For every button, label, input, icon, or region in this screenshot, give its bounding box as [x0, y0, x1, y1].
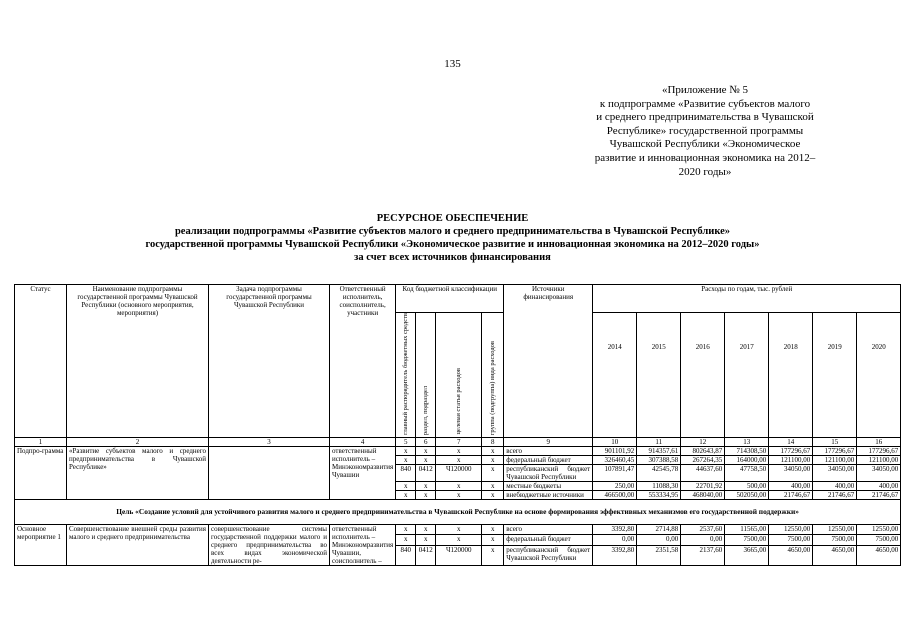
- cell-value: 34050,00: [857, 464, 901, 481]
- cell-value: 121100,00: [769, 455, 813, 464]
- header-budget-code: Код бюджетной классификации: [396, 285, 504, 313]
- cell-value: 7500,00: [769, 535, 813, 546]
- cell-code: х: [416, 524, 436, 535]
- cell-source: всего: [504, 524, 593, 535]
- cell-code: х: [396, 455, 416, 464]
- cell-value: 2137,60: [681, 545, 725, 565]
- column-number: 11: [637, 437, 681, 446]
- cell-code: х: [416, 481, 436, 490]
- cell-source: всего: [504, 446, 593, 455]
- cell-code: х: [416, 535, 436, 546]
- cell-code: х: [436, 490, 482, 499]
- column-number: 6: [416, 437, 436, 446]
- column-number: 12: [681, 437, 725, 446]
- cell-value: 0,00: [681, 535, 725, 546]
- cell-code: х: [396, 490, 416, 499]
- cell-code: х: [482, 446, 504, 455]
- appendix-line: 2020 годы»: [678, 165, 732, 178]
- cell-code: х: [416, 490, 436, 499]
- row-responsible: ответственный исполнитель – Минэкономразвития Чувашии: [330, 446, 396, 499]
- cell-source: республиканский бюджет Чувашской Республики: [504, 545, 593, 565]
- header-year: 2017: [725, 313, 769, 438]
- cell-code: х: [482, 545, 504, 565]
- row-responsible: ответственный исполнитель – Минэкономразвития Чувашии, соисполнитель –: [330, 524, 396, 565]
- cell-value: 21746,67: [813, 490, 857, 499]
- appendix-note: [590, 84, 820, 179]
- row-task: совершенствование системы государственной поддержки малого и среднего предпринимательства во всех видах экономической деятельности ре-: [209, 524, 330, 565]
- cell-value: 502050,00: [725, 490, 769, 499]
- column-number: 2: [67, 437, 209, 446]
- cell-code: х: [436, 535, 482, 546]
- cell-code: х: [396, 446, 416, 455]
- header-code-col: раздел, подраздел: [422, 385, 430, 435]
- column-number: 15: [813, 437, 857, 446]
- column-number: 5: [396, 437, 416, 446]
- cell-value: 121100,00: [813, 455, 857, 464]
- cell-value: 12550,00: [769, 524, 813, 535]
- cell-value: 177296,67: [769, 446, 813, 455]
- cell-value: 47758,50: [725, 464, 769, 481]
- cell-value: 21746,67: [769, 490, 813, 499]
- header-year: 2020: [857, 313, 901, 438]
- cell-value: 3392,80: [593, 545, 637, 565]
- cell-value: 326460,45: [593, 455, 637, 464]
- cell-value: 34050,00: [813, 464, 857, 481]
- cell-value: 267264,35: [681, 455, 725, 464]
- cell-code: х: [396, 535, 416, 546]
- cell-value: 22701,92: [681, 481, 725, 490]
- cell-value: 12550,00: [813, 524, 857, 535]
- column-number: 13: [725, 437, 769, 446]
- cell-value: 400,00: [769, 481, 813, 490]
- heading-line: реализации подпрограммы «Развитие субъектов малого и среднего предпринимательства в Чувашской Республике»: [174, 226, 731, 237]
- cell-code: х: [482, 535, 504, 546]
- header-responsible: Ответственный исполнитель, соисполнитель, участники: [330, 285, 396, 438]
- header-year: 2019: [813, 313, 857, 438]
- resource-table: [14, 284, 901, 566]
- cell-code: х: [482, 455, 504, 464]
- goal-row: [15, 499, 901, 524]
- header-year: 2018: [769, 313, 813, 438]
- cell-value: 107891,47: [593, 464, 637, 481]
- cell-value: 901101,92: [593, 446, 637, 455]
- row-status: Подпро-грамма: [15, 446, 67, 499]
- header-code-col: главный распорядитель бюджетных средств: [402, 313, 410, 435]
- cell-code: Ч120000: [436, 545, 482, 565]
- column-number: 1: [15, 437, 67, 446]
- cell-code: х: [482, 524, 504, 535]
- column-number: 14: [769, 437, 813, 446]
- row-status: Основное мероприятие 1: [15, 524, 67, 565]
- header-sources: Источники финансирования: [504, 285, 593, 438]
- cell-value: 121100,00: [857, 455, 901, 464]
- row-task: [209, 446, 330, 499]
- cell-value: 553334,95: [637, 490, 681, 499]
- cell-source: федеральный бюджет: [504, 535, 593, 546]
- cell-code: х: [482, 490, 504, 499]
- cell-value: 44637,60: [681, 464, 725, 481]
- header-year: 2014: [593, 313, 637, 438]
- cell-code: Ч120000: [436, 464, 482, 481]
- cell-code: х: [436, 524, 482, 535]
- appendix-line: «Приложение № 5: [661, 84, 749, 96]
- document-heading: [0, 212, 905, 264]
- cell-value: 2714,88: [637, 524, 681, 535]
- column-number: 10: [593, 437, 637, 446]
- cell-value: 164000,00: [725, 455, 769, 464]
- cell-value: 400,00: [813, 481, 857, 490]
- row-name: «Развитие субъектов малого и среднего предпринимательства в Чувашской Республике»: [67, 446, 209, 499]
- column-number: 8: [482, 437, 504, 446]
- header-name: Наименование подпрограммы государственной программы Чувашской Республики (основного мероприятия, мероприятия): [67, 285, 209, 438]
- cell-code: х: [416, 455, 436, 464]
- row-name: Совершенствование внешней среды развития малого и среднего предпринимательства: [67, 524, 209, 565]
- appendix-line: Чувашской Республики «Экономическое: [609, 138, 801, 151]
- cell-source: федеральный бюджет: [504, 455, 593, 464]
- cell-value: 2351,58: [637, 545, 681, 565]
- table-row: [15, 524, 901, 535]
- cell-code: 0412: [416, 545, 436, 565]
- cell-code: х: [436, 455, 482, 464]
- cell-code: х: [482, 464, 504, 481]
- cell-value: 7500,00: [725, 535, 769, 546]
- column-number: 16: [857, 437, 901, 446]
- cell-value: 307388,58: [637, 455, 681, 464]
- cell-value: 714308,50: [725, 446, 769, 455]
- cell-value: 21746,67: [857, 490, 901, 499]
- header-year: 2015: [637, 313, 681, 438]
- column-number: 9: [504, 437, 593, 446]
- header-expenses: Расходы по годам, тыс. рублей: [593, 285, 901, 313]
- cell-value: 0,00: [593, 535, 637, 546]
- cell-code: 840: [396, 464, 416, 481]
- cell-value: 12550,00: [857, 524, 901, 535]
- cell-code: х: [482, 481, 504, 490]
- cell-value: 4650,00: [857, 545, 901, 565]
- cell-value: 3392,80: [593, 524, 637, 535]
- header-year: 2016: [681, 313, 725, 438]
- cell-value: 7500,00: [813, 535, 857, 546]
- goal-text: Цель «Создание условий для устойчивого развития малого и среднего предпринимательства в Чувашской Республике на основе формирования эффективных механизмов его государственной поддержки»: [15, 499, 901, 524]
- appendix-line: Республике» государственной программы: [606, 124, 804, 137]
- column-number: 3: [209, 437, 330, 446]
- column-number: 4: [330, 437, 396, 446]
- header-task: Задача подпрограммы государственной программы Чувашской Республики: [209, 285, 330, 438]
- cell-value: 400,00: [857, 481, 901, 490]
- appendix-line: развитие и инновационная экономика на 2012–: [594, 151, 816, 164]
- appendix-line: и среднего предпринимательства в Чувашской: [596, 111, 814, 124]
- cell-value: 802643,87: [681, 446, 725, 455]
- cell-code: х: [416, 446, 436, 455]
- cell-code: х: [396, 524, 416, 535]
- cell-value: 4650,00: [769, 545, 813, 565]
- cell-value: 250,00: [593, 481, 637, 490]
- cell-value: 11088,30: [637, 481, 681, 490]
- table-row: [15, 446, 901, 455]
- cell-value: 500,00: [725, 481, 769, 490]
- heading-line: за счет всех источников финансирования: [354, 252, 551, 263]
- header-status: Статус: [15, 285, 67, 438]
- cell-value: 4650,00: [813, 545, 857, 565]
- cell-code: 0412: [416, 464, 436, 481]
- cell-code: х: [436, 481, 482, 490]
- cell-code: 840: [396, 545, 416, 565]
- cell-value: 42545,78: [637, 464, 681, 481]
- cell-value: 0,00: [637, 535, 681, 546]
- cell-value: 3665,00: [725, 545, 769, 565]
- column-number-row: [15, 437, 901, 446]
- heading-title: РЕСУРСНОЕ ОБЕСПЕЧЕНИЕ: [376, 213, 529, 224]
- cell-value: 914357,61: [637, 446, 681, 455]
- cell-source: местные бюджеты: [504, 481, 593, 490]
- cell-value: 468040,00: [681, 490, 725, 499]
- header-code-col: целевая статья расходов: [455, 368, 463, 435]
- cell-value: 2537,60: [681, 524, 725, 535]
- page-number: 135: [444, 58, 461, 70]
- cell-value: 11565,00: [725, 524, 769, 535]
- cell-code: х: [436, 446, 482, 455]
- column-number: 7: [436, 437, 482, 446]
- cell-value: 177296,67: [857, 446, 901, 455]
- cell-code: х: [396, 481, 416, 490]
- appendix-line: к подпрограмме «Развитие субъектов малого: [599, 97, 811, 110]
- heading-line: государственной программы Чувашской Республики «Экономическое развитие и инновационная экономика на 2012–2020 годы»: [145, 239, 760, 250]
- cell-source: внебюджетные источники: [504, 490, 593, 499]
- cell-value: 7500,00: [857, 535, 901, 546]
- header-code-col: группа (подгруппа) вида расходов: [489, 340, 497, 435]
- cell-value: 466500,00: [593, 490, 637, 499]
- cell-value: 177296,67: [813, 446, 857, 455]
- cell-source: республиканский бюджет Чувашской Республики: [504, 464, 593, 481]
- cell-value: 34050,00: [769, 464, 813, 481]
